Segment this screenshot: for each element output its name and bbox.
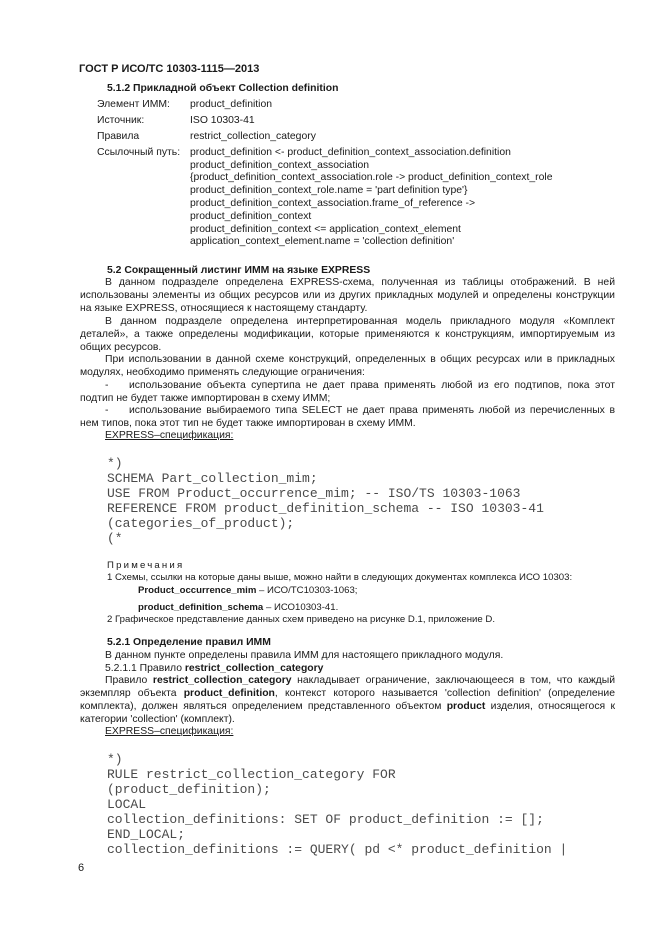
code-line: SCHEMA Part_collection_mim; (107, 471, 318, 486)
reference-path-line: {product_definition_context_association.role -> product_definition_context_role (190, 172, 553, 183)
express-spec-label: EXPRESS–спецификация: (105, 726, 234, 737)
note-2: 2 Графическое представление данных схем приведено на рисунке D.1, приложение D. (107, 614, 495, 625)
row-value-rules: restrict_collection_category (190, 131, 316, 142)
paragraph: При использовании в данной схеме конструкций, определенных в общих ресурсах или в прикладных модулях, необходимо применять следующие ограничения: (80, 354, 615, 378)
code-line: (* (107, 531, 123, 546)
code-line: (categories_of_product); (107, 516, 295, 531)
row-label-element: Элемент ИММ: (97, 99, 170, 110)
reference-path-line: product_definition_context (190, 211, 312, 222)
section-5-2-1-title: 5.2.1 Определение правил ИММ (107, 637, 271, 648)
reference-path-line: product_definition_context_association (190, 160, 370, 171)
row-value-element: product_definition (190, 99, 273, 110)
section-5-2-title: 5.2 Сокращенный листинг ИММ на языке EXPRESS (107, 265, 371, 276)
reference-path-line: product_definition_context_association.frame_of_reference -> (190, 198, 476, 209)
page-number: 6 (78, 862, 85, 874)
list-item: - использование объекта супертипа не дает права применять любой из его подтипов, пока этот подтип не будет также импортирован в схему ИММ; (80, 380, 615, 404)
code-line: RULE restrict_collection_category FOR (107, 767, 396, 782)
section-5-1-2-title: 5.1.2 Прикладной объект Collection definition (107, 83, 339, 94)
code-line: (product_definition); (107, 782, 271, 797)
code-line: collection_definitions := QUERY( pd <* product_definition | (107, 842, 568, 857)
note-1: 1 Схемы, ссылки на которые даны выше, можно найти в следующих документах комплекса ИСО 10303: (107, 572, 573, 583)
paragraph: В данном подразделе определена интерпретированная модель прикладного модуля «Комплект деталей», а также определены модификации, которые применяются к конструкциям, импортируемым из общих ресурсов. (80, 316, 615, 353)
code-line: END_LOCAL; (107, 827, 186, 842)
reference-path-line: product_definition <- product_definition_context_association.definition (190, 147, 511, 158)
notes-title: Примечания (107, 560, 185, 571)
express-spec-label: EXPRESS–спецификация: (105, 430, 234, 441)
reference-path-label: Ссылочный путь: (97, 147, 181, 158)
row-label-rules: Правила (97, 131, 140, 142)
code-line: *) (107, 752, 123, 767)
reference-path-line: application_context_element.name = 'collection definition' (190, 236, 455, 247)
paragraph: В данном подразделе определена EXPRESS-схема, полученная из таблицы отображений. В ней использованы элементы из общих ресурсов или из других прикладных модулей и определены конструкции на языке EXPRESS, относящиеся к настоящему стандарту. (80, 277, 615, 314)
subsection-5-2-1-1-title: 5.2.1.1 Правило restrict_collection_category (105, 663, 324, 674)
reference-path-line: product_definition_context_role.name = 'part definition type'} (190, 185, 468, 196)
note-1-ref-a: Product_occurrence_mim – ИСО/ТС10303-1063; (138, 585, 358, 596)
code-line: collection_definitions: SET OF product_definition := []; (107, 812, 544, 827)
note-1-ref-b: product_definition_schema – ИСО10303-41. (138, 602, 339, 613)
reference-path-line: product_definition_context <= application_context_element (190, 224, 461, 235)
code-line: REFERENCE FROM product_definition_schema -- ISO 10303-41 (107, 501, 544, 516)
document-header: ГОСТ Р ИСО/ТС 10303-1115—2013 (79, 63, 260, 75)
row-label-source: Источник: (97, 115, 145, 126)
row-value-source: ISO 10303-41 (190, 115, 255, 126)
paragraph: В данном пункте определены правила ИММ для настоящего прикладного модуля. (105, 650, 504, 661)
rule-description: Правило restrict_collection_category накладывает ограничение, заключающееся в том, что каждый экземпляр объекта product_definition, контекст которого называется 'collection definition' (определение комплекта), должен являться определением представленного объектом product изделия, относящегося к категории 'collection' (комплект). (80, 675, 616, 725)
code-line: *) (107, 456, 123, 471)
code-line: LOCAL (107, 797, 147, 812)
code-line: USE FROM Product_occurrence_mim; -- ISO/TS 10303-1063 (107, 486, 521, 501)
list-item: - использование выбираемого типа SELECT не дает права применять любой из перечисленных в нем типов, пока этот тип не будет также импортирован в схему ИММ. (80, 405, 615, 429)
